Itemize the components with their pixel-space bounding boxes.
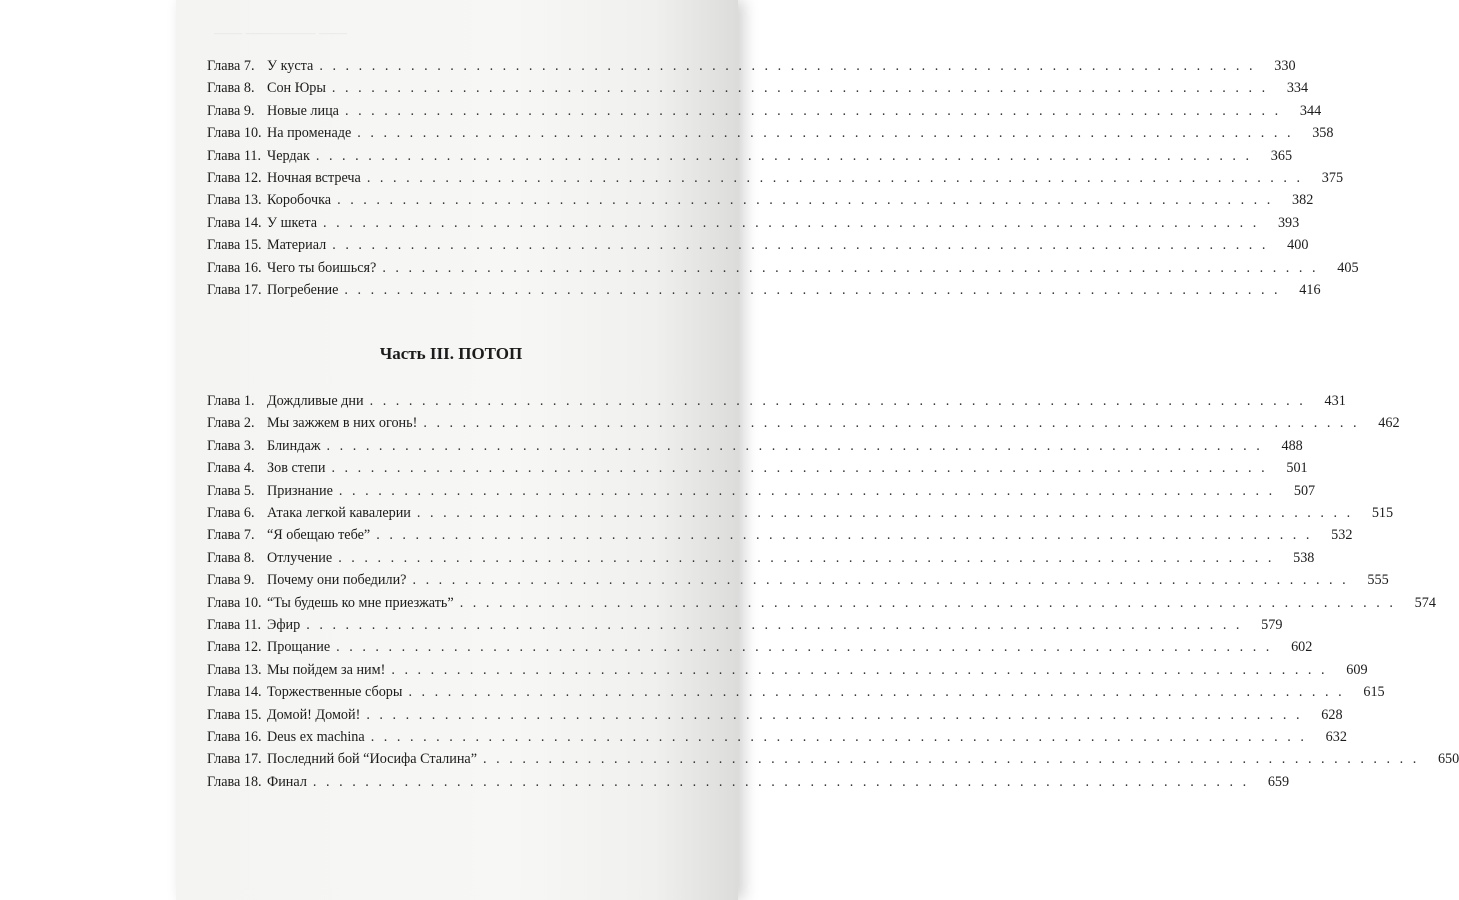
chapter-title: Атака легкой кавалерии [267,505,411,521]
dot-leader: . . . . . . . . . . . . . . . . . . . . . . . . . . . . . . . . . . . . . . . . . . . . . . . . . . . . . . . . . . . . . . . . . . . . . . . . [412,572,1349,589]
toc-entry [207,435,1303,457]
dot-leader: . . . . . . . . . . . . . . . . . . . . . . . . . . . . . . . . . . . . . . . . . . . . . . . . . . . . . . . . . . . . . . . . . . . . . . . . [366,170,1304,186]
dot-leader: . . . . . . . . . . . . . . . . . . . . . . . . . . . . . . . . . . . . . . . . . . . . . . . . . . . . . . . . . . . . . . . . . . . . . . . . [323,214,1260,231]
chapter-title: Материал [267,237,327,254]
dot-leader: . . . . . . . . . . . . . . . . . . . . . . . . . . . . . . . . . . . . . . . . . . . . . . . . . . . . . . . . . . . . . . . . . . . . . . . . [315,147,1253,164]
page-number: 375 [1321,170,1344,186]
dot-leader: . . . . . . . . . . . . . . . . . . . . . . . . . . . . . . . . . . . . . . . . . . . . . . . . . . . . . . . . . . . . . . . . . . . . . . . . [344,102,1282,119]
chapter-title: Последний бой “Иосифа Сталина” [267,751,478,768]
chapter-title: Прощание [267,639,331,656]
page-number: 579 [1261,617,1283,633]
toc-entry [207,457,1308,479]
dot-leader: . . . . . . . . . . . . . . . . . . . . . . . . . . . . . . . . . . . . . . . . . . . . . . . . . . . . . . . . . . . . . . . . . . . . . . . . [332,237,1269,254]
page-number: 515 [1371,505,1394,521]
dot-leader: . . . . . . . . . . . . . . . . . . . . . . . . . . . . . . . . . . . . . . . . . . . . . . . . . . . . . . . . . . . . . . . . . . . . . . . . [312,773,1250,790]
page-number: 431 [1324,393,1346,409]
page-number: 416 [1299,282,1321,298]
page-number: 334 [1286,80,1309,97]
toc-entry [207,748,1459,770]
toc-entry [207,547,1315,569]
toc-entry [207,100,1322,122]
toc-entry [207,167,1344,189]
chapter-number: Глава 17. [207,282,262,298]
toc-entry [207,681,1385,703]
chapter-title: “Ты будешь ко мне приезжать” [267,594,454,611]
chapter-title: Домой! Домой! [267,706,361,723]
chapter-title: Deus ex machina [267,729,365,745]
chapter-number: Глава 7. [207,527,255,544]
chapter-number: Глава 11. [207,617,262,633]
chapter-title: Погребение [267,282,339,298]
dot-leader: . . . . . . . . . . . . . . . . . . . . . . . . . . . . . . . . . . . . . . . . . . . . . . . . . . . . . . . . . . . . . . . . . . . . . . . . [306,617,1243,633]
toc-entry [207,55,1296,77]
chapter-number: Глава 14. [207,214,262,231]
dot-leader: . . . . . . . . . . . . . . . . . . . . . . . . . . . . . . . . . . . . . . . . . . . . . . . . . . . . . . . . . . . . . . . . . . . . . . . . [336,639,1273,656]
chapter-number: Глава 12. [207,170,262,186]
chapter-title: Дождливые дни [267,393,364,409]
toc-entry [207,122,1334,144]
page-number: 358 [1312,125,1334,142]
page-number: 632 [1325,729,1347,745]
chapter-number: Глава 15. [207,706,262,723]
chapter-title: Торжественные сборы [267,684,403,701]
chapter-title: Ночная встреча [267,170,361,186]
toc-entry [207,412,1400,434]
page-number: 382 [1292,192,1314,209]
toc-entry [207,145,1293,167]
page-number: 405 [1337,259,1359,276]
dot-leader: . . . . . . . . . . . . . . . . . . . . . . . . . . . . . . . . . . . . . . . . . . . . . . . . . . . . . . . . . . . . . . . . . . . . . . . . [326,437,1263,454]
chapter-title: Мы пойдем за ним! [267,661,386,678]
chapter-number: Глава 10. [207,125,262,142]
chapter-title: Сон Юры [267,80,326,97]
page-number: 344 [1299,102,1322,119]
chapter-number: Глава 9. [207,572,255,589]
page-number: 574 [1414,594,1436,611]
chapter-number: Глава 13. [207,661,262,678]
chapter-title: Новые лица [267,102,339,119]
dot-leader: . . . . . . . . . . . . . . . . . . . . . . . . . . . . . . . . . . . . . . . . . . . . . . . . . . . . . . . . . . . . . . . . . . . . . . . . [408,684,1345,701]
toc-entry [207,390,1346,412]
toc-entry [207,279,1321,301]
toc-entry [207,480,1316,502]
chapter-number: Глава 6. [207,505,255,521]
toc-entry [207,704,1343,726]
toc-entry [207,636,1313,658]
bleed-through-text: —— ————— —— [214,26,347,41]
toc-entry [207,212,1300,234]
chapter-title: На променаде [267,125,352,142]
chapter-number: Глава 5. [207,482,255,499]
dot-leader: . . . . . . . . . . . . . . . . . . . . . . . . . . . . . . . . . . . . . . . . . . . . . . . . . . . . . . . . . . . . . . . . . . . . . . . . [338,482,1276,499]
chapter-title: Признание [267,482,333,499]
page-number: 615 [1363,684,1385,701]
dot-leader: . . . . . . . . . . . . . . . . . . . . . . . . . . . . . . . . . . . . . . . . . . . . . . . . . . . . . . . . . . . . . . . . . . . . . . . . [337,192,1274,209]
chapter-title: Мы зажжем в них огонь! [267,415,418,432]
chapter-title: Эфир [267,617,301,633]
page-number: 650 [1437,751,1459,768]
page-number: 555 [1367,572,1389,589]
page-number: 602 [1291,639,1313,656]
chapter-title: Блиндаж [267,437,321,454]
chapter-number: Глава 11. [207,147,262,164]
toc-entry [207,726,1347,748]
chapter-number: Глава 16. [207,729,262,745]
dot-leader: . . . . . . . . . . . . . . . . . . . . . . . . . . . . . . . . . . . . . . . . . . . . . . . . . . . . . . . . . . . . . . . . . . . . . . . . [382,259,1319,276]
toc-entry [207,592,1436,614]
chapter-number: Глава 16. [207,259,262,276]
dot-leader: . . . . . . . . . . . . . . . . . . . . . . . . . . . . . . . . . . . . . . . . . . . . . . . . . . . . . . . . . . . . . . . . . . . . . . . . [369,393,1306,409]
page-number: 365 [1270,147,1293,164]
page-number: 501 [1286,460,1308,477]
chapter-number: Глава 1. [207,393,255,409]
toc-entry [207,524,1353,546]
dot-leader: . . . . . . . . . . . . . . . . . . . . . . . . . . . . . . . . . . . . . . . . . . . . . . . . . . . . . . . . . . . . . . . . . . . . . . . . [483,751,1420,768]
chapter-number: Глава 9. [207,102,255,119]
chapter-number: Глава 13. [207,192,262,209]
chapter-number: Глава 18. [207,773,262,790]
toc-entry [207,234,1309,256]
dot-leader: . . . . . . . . . . . . . . . . . . . . . . . . . . . . . . . . . . . . . . . . . . . . . . . . . . . . . . . . . . . . . . . . . . . . . . . . [370,729,1307,745]
page-number: 538 [1293,549,1315,566]
chapter-title: Почему они победили? [267,572,407,589]
chapter-title: “Я обещаю тебе” [267,527,371,544]
dot-leader: . . . . . . . . . . . . . . . . . . . . . . . . . . . . . . . . . . . . . . . . . . . . . . . . . . . . . . . . . . . . . . . . . . . . . . . . [331,80,1269,97]
chapter-title: Финал [267,773,307,790]
page-number: 609 [1346,661,1368,678]
page-number: 507 [1293,482,1316,499]
toc-entry [207,77,1309,99]
chapter-number: Глава 4. [207,460,255,477]
toc-entry [207,569,1389,591]
part-iii-heading: Часть III. ПОТОП [379,344,523,363]
chapter-title: У куста [267,58,314,74]
page-number: 462 [1378,415,1400,432]
toc-entry [207,614,1283,636]
page-number: 488 [1281,437,1303,454]
chapter-number: Глава 10. [207,594,262,611]
chapter-title: Зов степи [267,460,326,477]
page-number: 659 [1267,773,1290,790]
chapter-number: Глава 7. [207,58,255,74]
dot-leader: . . . . . . . . . . . . . . . . . . . . . . . . . . . . . . . . . . . . . . . . . . . . . . . . . . . . . . . . . . . . . . . . . . . . . . . . [344,282,1281,298]
dot-leader: . . . . . . . . . . . . . . . . . . . . . . . . . . . . . . . . . . . . . . . . . . . . . . . . . . . . . . . . . . . . . . . . . . . . . . . . [376,527,1313,544]
chapter-number: Глава 8. [207,80,255,97]
page-number: 628 [1321,706,1343,723]
chapter-number: Глава 8. [207,549,255,566]
dot-leader: . . . . . . . . . . . . . . . . . . . . . . . . . . . . . . . . . . . . . . . . . . . . . . . . . . . . . . . . . . . . . . . . . . . . . . . . [366,706,1303,723]
chapter-number: Глава 15. [207,237,262,254]
table-of-contents [207,0,1459,900]
dot-leader: . . . . . . . . . . . . . . . . . . . . . . . . . . . . . . . . . . . . . . . . . . . . . . . . . . . . . . . . . . . . . . . . . . . . . . . . [391,661,1328,678]
chapter-number: Глава 3. [207,437,255,454]
chapter-title: У шкета [267,214,318,231]
page-number: 330 [1274,58,1296,74]
dot-leader: . . . . . . . . . . . . . . . . . . . . . . . . . . . . . . . . . . . . . . . . . . . . . . . . . . . . . . . . . . . . . . . . . . . . . . . . [416,505,1354,521]
toc-entry [207,502,1394,524]
chapter-number: Глава 2. [207,415,255,432]
toc-entry [207,771,1290,793]
dot-leader: . . . . . . . . . . . . . . . . . . . . . . . . . . . . . . . . . . . . . . . . . . . . . . . . . . . . . . . . . . . . . . . . . . . . . . . . [357,125,1294,142]
chapter-title: Коробочка [267,192,332,209]
dot-leader: . . . . . . . . . . . . . . . . . . . . . . . . . . . . . . . . . . . . . . . . . . . . . . . . . . . . . . . . . . . . . . . . . . . . . . . . [331,460,1268,477]
chapter-number: Глава 12. [207,639,262,656]
dot-leader: . . . . . . . . . . . . . . . . . . . . . . . . . . . . . . . . . . . . . . . . . . . . . . . . . . . . . . . . . . . . . . . . . . . . . . . . [319,58,1256,74]
page-number: 400 [1287,237,1309,254]
chapter-title: Чердак [267,147,310,164]
dot-leader: . . . . . . . . . . . . . . . . . . . . . . . . . . . . . . . . . . . . . . . . . . . . . . . . . . . . . . . . . . . . . . . . . . . . . . . . [423,415,1360,432]
page-number: 532 [1331,527,1353,544]
toc-entry [207,659,1368,681]
chapter-title: Чего ты боишься? [267,259,377,276]
toc-entry [207,257,1359,279]
toc-entry [207,189,1314,211]
dot-leader: . . . . . . . . . . . . . . . . . . . . . . . . . . . . . . . . . . . . . . . . . . . . . . . . . . . . . . . . . . . . . . . . . . . . . . . . [459,594,1396,611]
page-number: 393 [1277,214,1300,231]
chapter-number: Глава 14. [207,684,262,701]
chapter-title: Отлучение [267,549,333,566]
chapter-number: Глава 17. [207,751,262,768]
dot-leader: . . . . . . . . . . . . . . . . . . . . . . . . . . . . . . . . . . . . . . . . . . . . . . . . . . . . . . . . . . . . . . . . . . . . . . . . [338,549,1275,566]
